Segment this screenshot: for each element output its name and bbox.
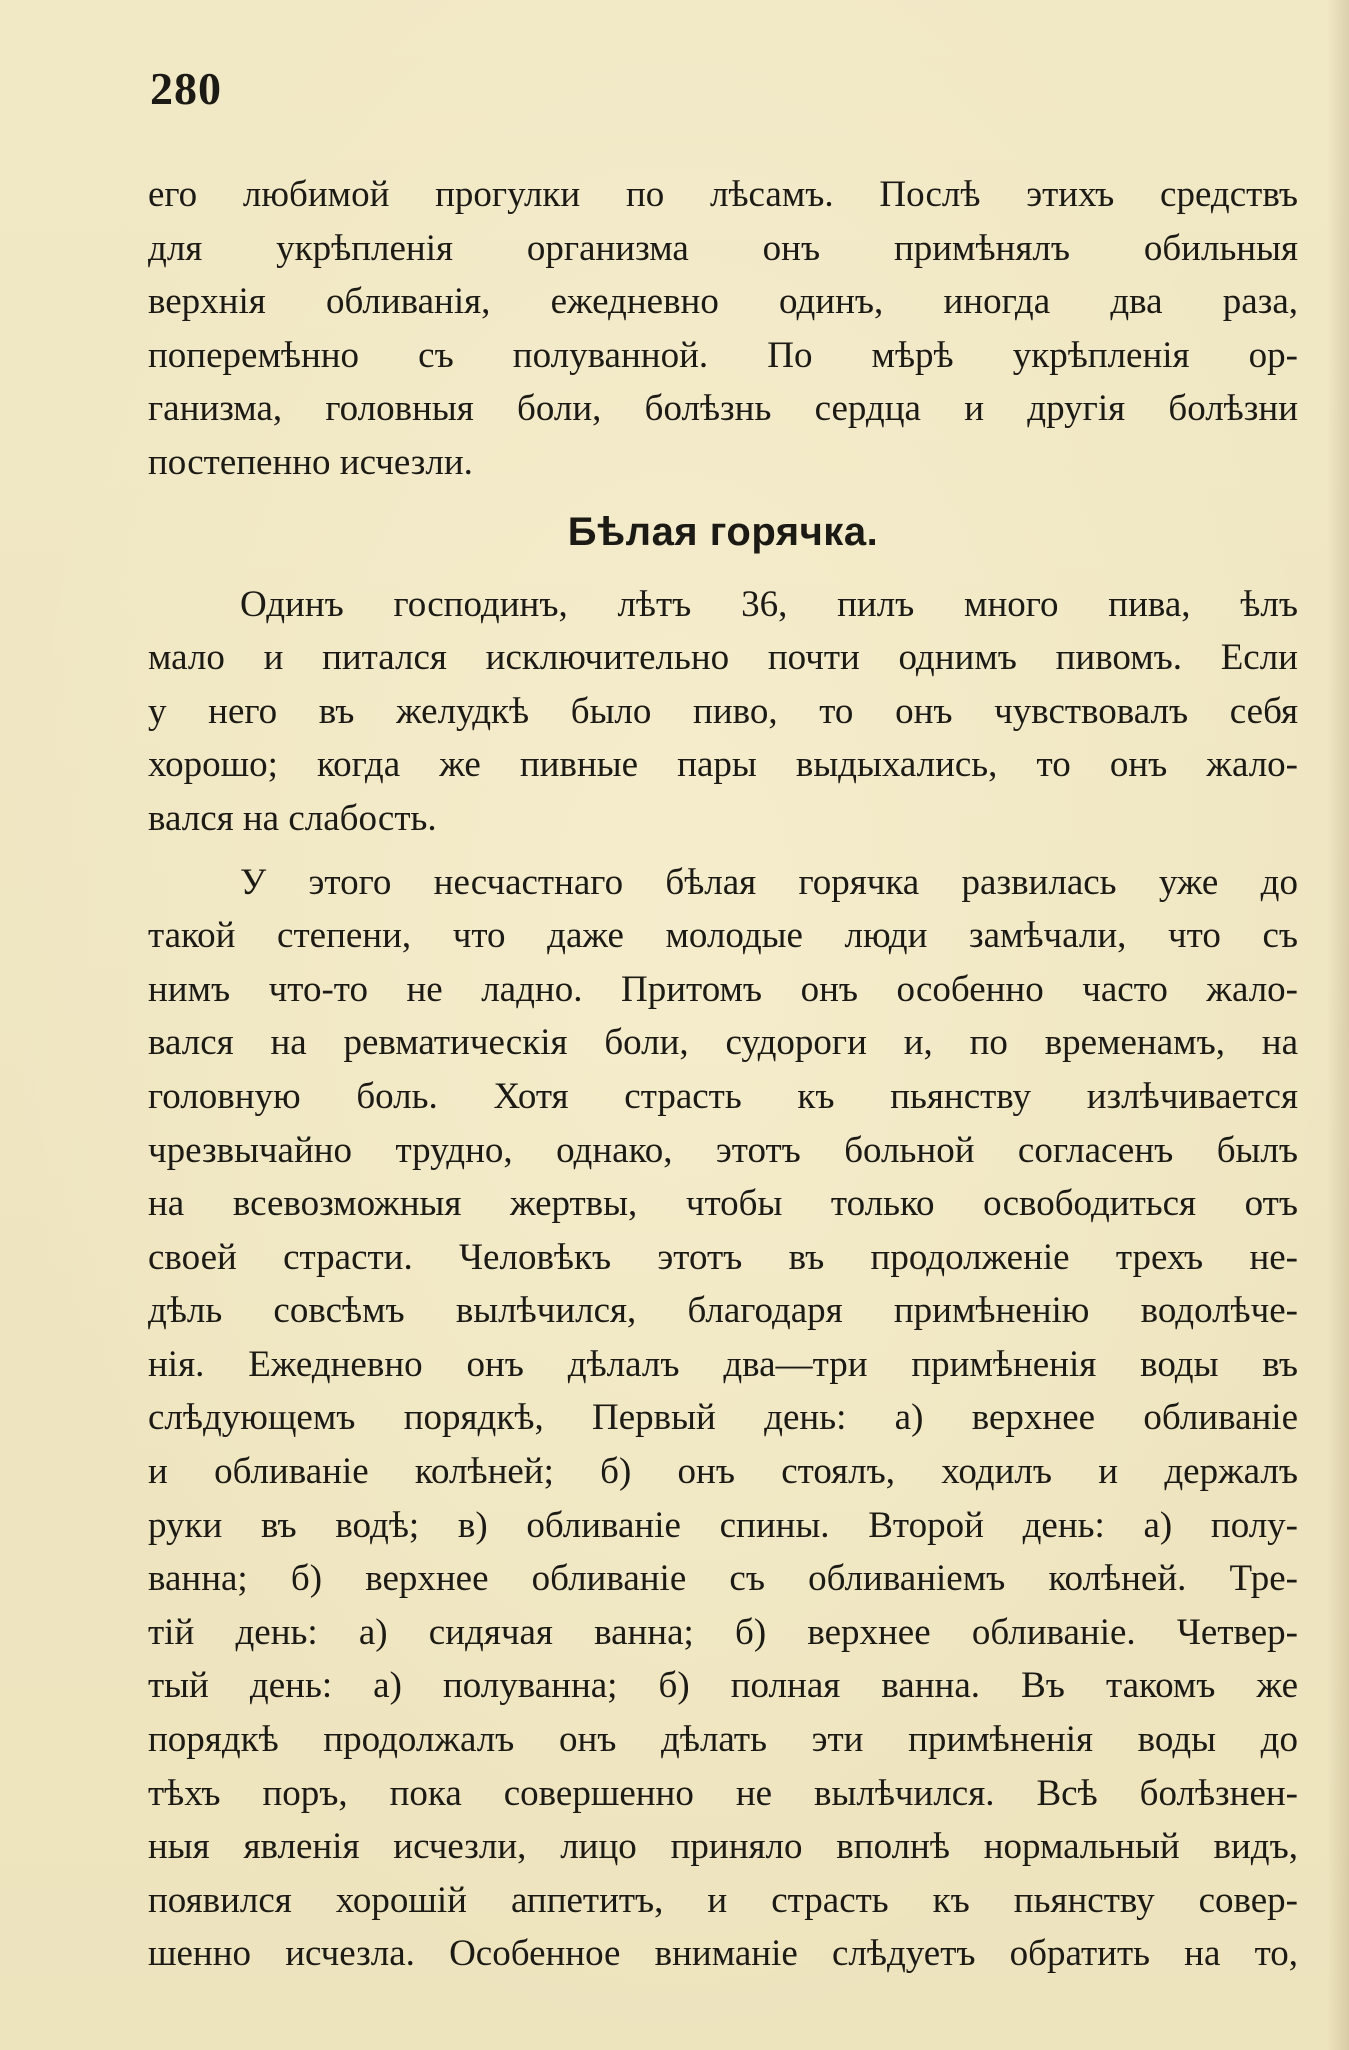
text-line: ганизма, головныя боли, болѣзнь сердца и другія болѣзни (148, 388, 1298, 430)
text-line: такой степени, что даже молодые люди замѣчали, что съ (148, 915, 1298, 957)
text-line: тѣхъ поръ, пока совершенно не вылѣчился. Всѣ болѣзнен- (148, 1772, 1298, 1814)
text-line: и обливаніе колѣней; б) онъ стоялъ, ходилъ и держалъ (148, 1451, 1298, 1493)
text-line: появился хорошій аппетитъ, и страсть къ пьянству совер- (148, 1879, 1298, 1921)
text-line: ванна; б) верхнее обливаніе съ обливаніемъ колѣней. Тре- (148, 1558, 1298, 1600)
text-line: порядкѣ продолжалъ онъ дѣлать эти примѣненія воды до (148, 1719, 1298, 1761)
text-line: мало и питался исключительно почти однимъ пивомъ. Если (148, 637, 1298, 679)
text-line: Одинъ господинъ, лѣтъ 36, пилъ много пива, ѣлъ (240, 583, 1298, 625)
text-line: поперемѣнно съ полуванной. По мѣрѣ укрѣпленія ор- (148, 334, 1298, 376)
text-line: вался на ревматическія боли, судороги и, по временамъ, на (148, 1022, 1298, 1064)
text-line: на всевозможныя жертвы, чтобы только освободиться отъ (148, 1183, 1298, 1225)
text-line: нія. Ежедневно онъ дѣлалъ два—три примѣненія воды въ (148, 1343, 1298, 1385)
page-edge-shadow (1327, 0, 1349, 2050)
paragraph-1 (148, 168, 1298, 490)
text-line: дѣль совсѣмъ вылѣчился, благодаря примѣненію водолѣче- (148, 1290, 1298, 1332)
text-line: нимъ что-то не ладно. Притомъ онъ особенно часто жало- (148, 968, 1298, 1010)
section-heading: Бѣлая горячка. (567, 509, 879, 554)
text-line: руки въ водѣ; в) обливаніе спины. Второй день: а) полу- (148, 1504, 1298, 1546)
text-line: его любимой прогулки по лѣсамъ. Послѣ этихъ средствъ (148, 174, 1298, 215)
paragraph-3 (148, 856, 1298, 1981)
text-line: постепенно исчезли. (148, 441, 473, 483)
text-line: шенно исчезла. Особенное вниманіе слѣдуетъ обратить на то, (148, 1933, 1298, 1975)
text-line: верхнія обливанія, ежедневно одинъ, иногда два раза, (148, 281, 1298, 323)
text-line: своей страсти. Человѣкъ этотъ въ продолженіе трехъ не- (148, 1236, 1298, 1278)
text-line: тый день: а) полуванна; б) полная ванна. Въ такомъ же (148, 1665, 1298, 1707)
text-line: вался на слабость. (148, 797, 437, 839)
text-line: ныя явленія исчезли, лицо приняло вполнѣ нормальный видъ, (148, 1826, 1298, 1868)
text-line: хорошо; когда же пивные пары выдыхались, то онъ жало- (148, 744, 1298, 786)
paragraph-2 (148, 578, 1298, 846)
text-line: слѣдующемъ порядкѣ, Первый день: а) верхнее обливаніе (148, 1397, 1298, 1439)
paragraph-gap (148, 846, 1298, 856)
text-line: У этого несчастнаго бѣлая горячка развилась уже до (240, 861, 1298, 903)
text-line: у него въ желудкѣ было пиво, то онъ чувствовалъ себя (148, 690, 1298, 732)
text-line: тій день: а) сидячая ванна; б) верхнее обливаніе. Четвер- (148, 1611, 1298, 1653)
text-line: для укрѣпленія организма онъ примѣнялъ обильныя (148, 227, 1298, 269)
page-number: 280 (150, 63, 222, 114)
body-text (148, 168, 1298, 1981)
text-line: чрезвычайно трудно, однако, этотъ больной согласенъ былъ (148, 1129, 1298, 1171)
text-line: головную боль. Хотя страсть къ пьянству излѣчивается (148, 1075, 1298, 1117)
